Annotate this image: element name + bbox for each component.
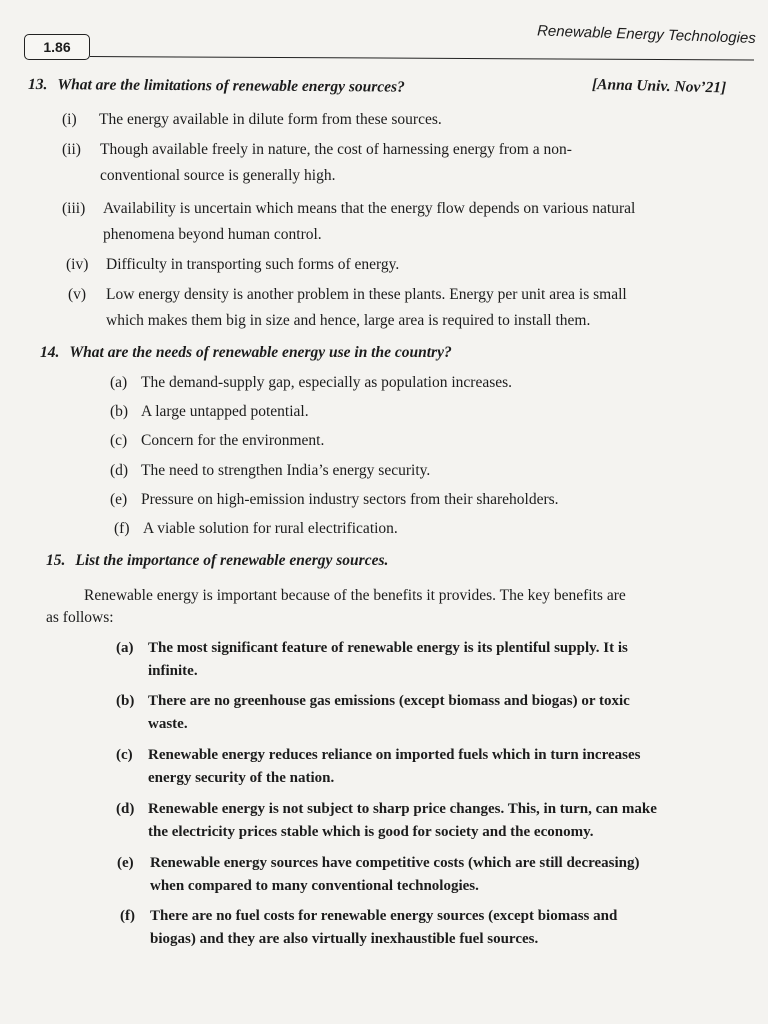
q14-item-b: (b) A large untapped potential. xyxy=(110,403,309,420)
q14-item-f: (f) A viable solution for rural electrification. xyxy=(114,520,398,537)
q14-item-c: (c) Concern for the environment. xyxy=(110,432,325,449)
q15-item-c: (c) Renewable energy reduces reliance on imported fuels which in turn increases energy security of the nation. xyxy=(116,747,641,786)
q15-intro-line-1: Renewable energy is important because of the benefits it provides. The key benefits are xyxy=(84,587,626,604)
q13-item-3: (iii) Availability is uncertain which means that the energy flow depends on various natural phenomena beyond human control. xyxy=(62,200,636,243)
q14-item-a: (a) The demand-supply gap, especially as population increases. xyxy=(110,374,513,391)
q13-heading xyxy=(28,76,405,97)
q13-item-4: (iv) Difficulty in transporting such forms of energy. xyxy=(66,256,400,273)
q15-item-b: (b) There are no greenhouse gas emissions (except biomass and biogas) or toxic waste. xyxy=(116,693,630,732)
q14-number: 14. xyxy=(40,344,60,361)
q13-item-1: (i) The energy available in dilute form from these sources. xyxy=(62,111,442,128)
page-number: 1.86 xyxy=(24,34,90,60)
q13-item-5: (v) Low energy density is another problem in these plants. Energy per unit area is small which makes them big in size and hence, large area is required to install them. xyxy=(68,286,627,329)
q15-question: List the importance of renewable energy sources. xyxy=(75,552,389,569)
q13-source: [Anna Univ. Nov’21] xyxy=(591,76,727,97)
q14-question: What are the needs of renewable energy use in the country? xyxy=(69,344,452,361)
q14-heading xyxy=(40,344,452,362)
q15-item-d: (d) Renewable energy is not subject to sharp price changes. This, in turn, can make the electricity prices stable which is good for society and the economy. xyxy=(116,801,657,840)
q15-heading xyxy=(46,552,388,570)
header-rule xyxy=(90,56,754,60)
q15-item-e: (e) Renewable energy sources have competitive costs (which are still decreasing) when compared to many conventional technologies. xyxy=(117,855,640,894)
q14-item-d: (d) The need to strengthen India’s energy security. xyxy=(110,462,431,479)
q13-question: What are the limitations of renewable energy sources? xyxy=(57,76,405,96)
running-title: Renewable Energy Technologies xyxy=(537,22,757,47)
q14-item-e: (e) Pressure on high-emission industry sectors from their shareholders. xyxy=(110,491,559,508)
q15-item-a: (a) The most significant feature of renewable energy is its plentiful supply. It is infinite. xyxy=(116,640,628,679)
q15-intro-line-2: as follows: xyxy=(46,609,114,626)
q13-item-2: (ii) Though available freely in nature, the cost of harnessing energy from a non- conventional source is generally high. xyxy=(62,141,572,184)
q13-number: 13. xyxy=(27,76,48,94)
q15-number: 15. xyxy=(46,552,66,569)
q15-item-f: (f) There are no fuel costs for renewable energy sources (except biomass and biogas) and they are also virtually inexhaustible fuel sources. xyxy=(120,908,618,947)
